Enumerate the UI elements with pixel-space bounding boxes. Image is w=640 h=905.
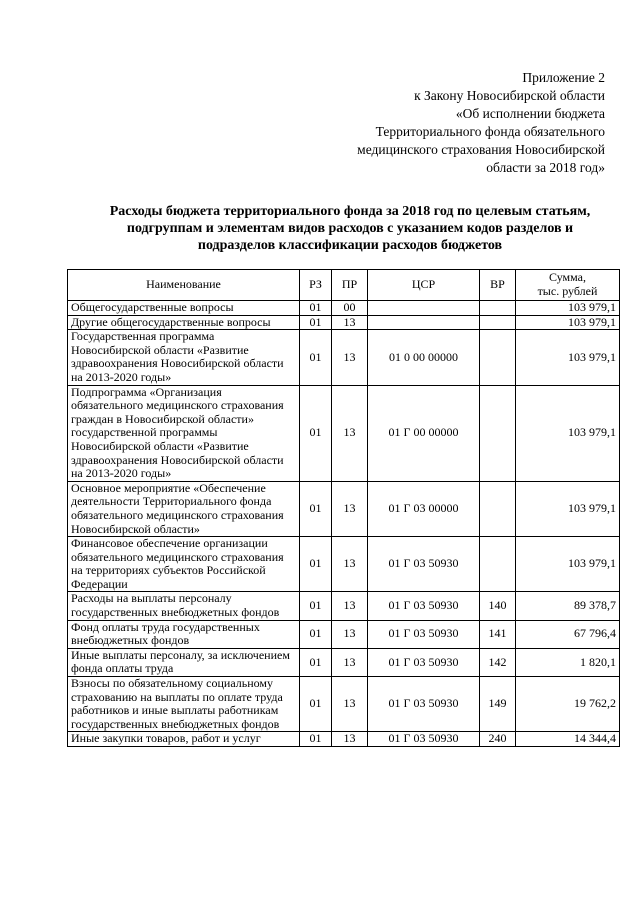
appendix-line: «Об исполнении бюджета [455,106,605,121]
table-row [68,315,620,330]
row-vr [480,481,516,536]
header-pr: ПР [332,270,368,301]
table-row [68,732,620,747]
row-csr [368,301,480,316]
table-row [68,648,620,676]
row-vr: 140 [480,592,516,620]
title-line: подразделов классификации расходов бюджетов [197,238,503,253]
row-pr: 13 [332,677,368,732]
table-row [68,385,620,481]
row-pr: 13 [332,330,368,385]
table-row [68,301,620,316]
row-name: Подпрограмма «Организация обязательного медицинского страхования граждан в Новосибирской области» государственной программы Новосибирской области «Развитие здравоохранения Новосибирской области на 2013-2020 годы» [68,385,300,481]
row-vr [480,330,516,385]
row-pr: 13 [332,648,368,676]
row-name: Государственная программа Новосибирской области «Развитие здравоохранения Новосибирской области на 2013-2020 годы» [68,330,300,385]
row-csr: 01 Г 03 50930 [368,648,480,676]
header-name: Наименование [68,270,300,301]
title-line: подгруппам и элементам видов расходов с указанием кодов разделов и [126,221,574,236]
table-row [68,677,620,732]
appendix-line: области за 2018 год» [486,160,605,175]
row-vr [480,315,516,330]
row-csr: 01 Г 03 50930 [368,677,480,732]
row-csr: 01 Г 03 50930 [368,592,480,620]
appendix-line: к Закону Новосибирской области [414,88,605,103]
row-rz: 01 [300,620,332,648]
row-pr: 13 [332,620,368,648]
row-sum: 103 979,1 [516,537,620,592]
row-rz: 01 [300,732,332,747]
row-csr: 01 Г 03 50930 [368,620,480,648]
row-rz: 01 [300,677,332,732]
row-sum: 103 979,1 [516,330,620,385]
row-vr [480,537,516,592]
row-vr: 149 [480,677,516,732]
row-vr: 240 [480,732,516,747]
table-header-row [68,270,620,301]
table-row [68,330,620,385]
row-csr: 01 Г 03 50930 [368,732,480,747]
row-csr: 01 0 00 00000 [368,330,480,385]
row-rz: 01 [300,330,332,385]
header-sum-line: Сумма, [549,270,586,285]
document-title [70,203,630,254]
row-sum: 103 979,1 [516,385,620,481]
table-row [68,620,620,648]
title-line: Расходы бюджета территориального фонда за 2018 год по целевым статьям, [109,204,591,219]
header-csr: ЦСР [368,270,480,301]
row-pr: 13 [332,592,368,620]
row-sum: 103 979,1 [516,301,620,316]
row-vr: 142 [480,648,516,676]
row-sum: 89 378,7 [516,592,620,620]
row-pr: 13 [332,385,368,481]
expenditure-table [67,269,620,747]
appendix-line: медицинского страхования Новосибирской [357,142,605,157]
row-pr: 13 [332,537,368,592]
row-name: Основное мероприятие «Обеспечение деятельности Территориального фонда обязательного медицинского страхования Новосибирской области» [68,481,300,536]
row-pr: 13 [332,315,368,330]
row-sum: 103 979,1 [516,315,620,330]
row-sum: 19 762,2 [516,677,620,732]
table-row [68,537,620,592]
row-sum: 14 344,4 [516,732,620,747]
row-rz: 01 [300,537,332,592]
row-sum: 103 979,1 [516,481,620,536]
appendix-line: Приложение 2 [522,70,605,85]
header-rz: РЗ [300,270,332,301]
row-vr [480,301,516,316]
table-row [68,481,620,536]
table-row [68,592,620,620]
row-rz: 01 [300,385,332,481]
header-vr: ВР [480,270,516,301]
row-name: Финансовое обеспечение организации обязательного медицинского страхования на территориях субъектов Российской Федерации [68,537,300,592]
row-pr: 13 [332,481,368,536]
row-pr: 13 [332,732,368,747]
row-vr [480,385,516,481]
row-name: Общегосударственные вопросы [68,301,300,316]
row-sum: 67 796,4 [516,620,620,648]
row-pr: 00 [332,301,368,316]
row-csr: 01 Г 03 00000 [368,481,480,536]
row-rz: 01 [300,592,332,620]
row-name: Иные выплаты персоналу, за исключением фонда оплаты труда [68,648,300,676]
row-csr: 01 Г 00 00000 [368,385,480,481]
row-csr: 01 Г 03 50930 [368,537,480,592]
header-sum [516,270,620,301]
row-name: Фонд оплаты труда государственных внебюджетных фондов [68,620,300,648]
row-rz: 01 [300,481,332,536]
row-name: Взносы по обязательному социальному страхованию на выплаты по оплате труда работников и иные выплаты работникам государственных внебюджетных фондов [68,677,300,732]
row-sum: 1 820,1 [516,648,620,676]
row-csr [368,315,480,330]
row-rz: 01 [300,315,332,330]
row-name: Другие общегосударственные вопросы [68,315,300,330]
row-vr: 141 [480,620,516,648]
row-name: Иные закупки товаров, работ и услуг [68,732,300,747]
row-rz: 01 [300,648,332,676]
appendix-line: Территориального фонда обязательного [375,124,605,139]
row-name: Расходы на выплаты персоналу государственных внебюджетных фондов [68,592,300,620]
header-sum-unit: тыс. рублей [537,284,598,298]
row-rz: 01 [300,301,332,316]
appendix-header [357,69,605,177]
